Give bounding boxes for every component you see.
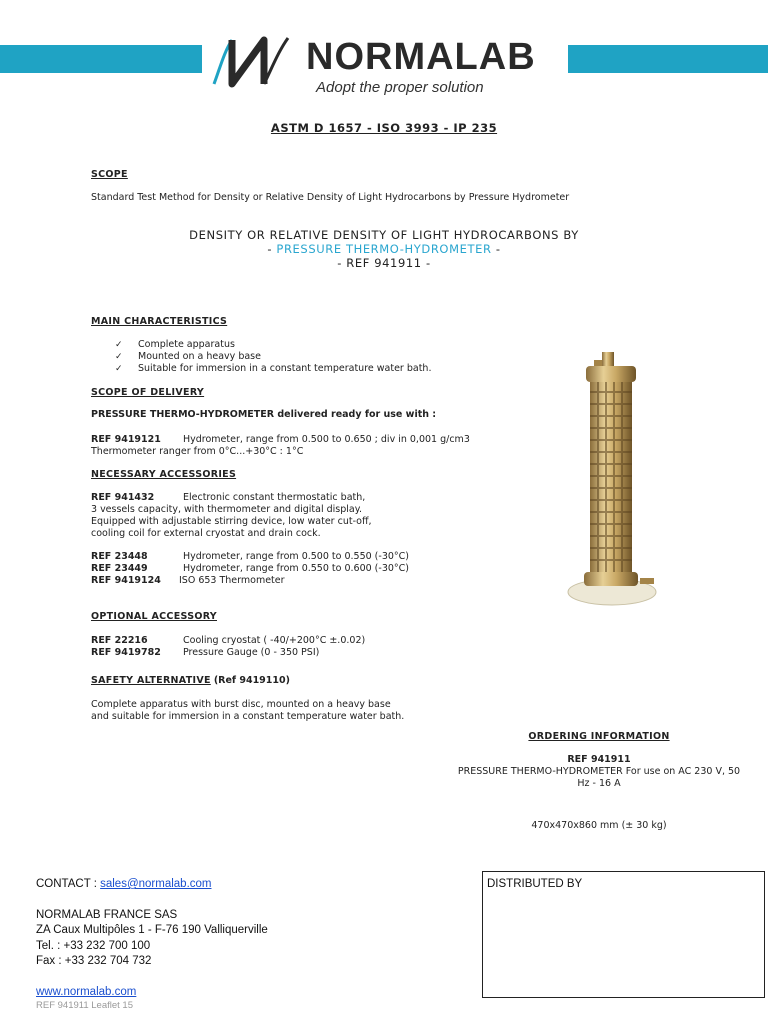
header-accent-band-left <box>0 45 202 73</box>
safety-line: Complete apparatus with burst disc, mounted on a heavy base <box>91 699 391 710</box>
list-item <box>115 363 432 375</box>
delivery-ref: REF 9419121 <box>91 434 161 445</box>
checkmark-icon: ✓ <box>115 340 123 350</box>
pressure-thermo-hydrometer-image <box>556 352 666 610</box>
accessory-desc: Hydrometer, range from 0.500 to 0.550 (-30°C) <box>183 551 409 562</box>
standards-heading: ASTM D 1657 - ISO 3993 - IP 235 <box>270 121 498 135</box>
title-line-1: DENSITY OR RELATIVE DENSITY OF LIGHT HYDROCARBONS BY <box>189 228 579 242</box>
list-item <box>91 563 409 575</box>
main-characteristics-list <box>115 339 432 375</box>
contact-block <box>36 877 268 1011</box>
distributed-by-box <box>482 871 765 998</box>
company-phone: Tel. : +33 232 700 100 <box>36 939 151 952</box>
list-item-text: Mounted on a heavy base <box>138 351 261 362</box>
scope-of-delivery-heading: SCOPE OF DELIVERY <box>91 387 205 398</box>
safety-ref: (Ref 9419110) <box>213 675 290 686</box>
title-line-2 <box>0 242 768 256</box>
bath-line: Electronic constant thermostatic bath, <box>183 492 366 503</box>
accessory-desc: Pressure Gauge (0 - 350 PSI) <box>183 647 320 658</box>
title-dash-right: - <box>491 242 501 256</box>
list-item-text: Complete apparatus <box>138 339 235 350</box>
accessory-ref: REF 9419782 <box>91 647 161 658</box>
company-name: NORMALAB FRANCE SAS <box>36 908 178 921</box>
ordering-dimensions: 470x470x860 mm (± 30 kg) <box>531 820 667 831</box>
distributed-by-label: DISTRIBUTED BY <box>487 878 583 890</box>
bath-line: Equipped with adjustable stirring device, low water cut-off, <box>91 516 372 527</box>
ordering-ref: REF 941911 <box>567 754 631 765</box>
delivery-desc: Hydrometer, range from 0.500 to 0.650 ; div in 0,001 g/cm3 <box>183 434 470 445</box>
list-item <box>115 339 431 351</box>
scope-text: Standard Test Method for Density or Relative Density of Light Hydrocarbons by Pressure Hydrometer <box>91 192 570 203</box>
accessory-ref: REF 23448 <box>91 551 148 562</box>
safety-alternative-heading <box>91 675 290 686</box>
header-accent-band-right <box>568 45 768 73</box>
brand-tagline: Adopt the proper solution <box>316 79 484 96</box>
normalab-logo <box>210 30 560 100</box>
accessory-ref: REF 9419124 <box>91 575 161 586</box>
normalab-logo-mark-icon <box>210 32 300 92</box>
delivery-intro: PRESSURE THERMO-HYDROMETER delivered ready for use with : <box>91 409 437 420</box>
necessary-accessories-list <box>91 551 409 587</box>
company-fax: Fax : +33 232 704 732 <box>36 955 152 967</box>
checkmark-icon: ✓ <box>115 364 123 374</box>
optional-accessory-heading: OPTIONAL ACCESSORY <box>91 611 217 622</box>
company-address: ZA Caux Multipôles 1 - F-76 190 Valliquerville <box>36 924 268 936</box>
safety-heading-text: SAFETY ALTERNATIVE <box>91 675 211 686</box>
bath-accessory <box>91 492 372 540</box>
checkmark-icon: ✓ <box>115 352 123 362</box>
list-item <box>91 551 409 563</box>
bath-line: 3 vessels capacity, with thermometer and digital display. <box>91 504 363 515</box>
website-line <box>36 985 268 1001</box>
accessory-ref: REF 22216 <box>91 635 148 646</box>
list-item <box>115 351 431 363</box>
bath-ref: REF 941432 <box>91 492 155 503</box>
leaflet-reference: REF 941911 Leaflet 15 <box>36 1000 134 1011</box>
list-item <box>91 575 409 587</box>
bath-line: cooling coil for external cryostat and drain cock. <box>91 528 321 539</box>
ordering-heading: ORDERING INFORMATION <box>528 731 670 742</box>
title-product-name: PRESSURE THERMO-HYDROMETER <box>276 242 492 256</box>
delivery-desc-2: Thermometer ranger from 0°C...+30°C : 1°C <box>91 446 304 457</box>
necessary-accessories-heading: NECESSARY ACCESSORIES <box>91 469 237 480</box>
safety-line: and suitable for immersion in a constant temperature water bath. <box>91 711 405 722</box>
main-characteristics-heading: MAIN CHARACTERISTICS <box>91 316 228 327</box>
accessory-desc: Cooling cryostat ( -40/+200°C ±.0.02) <box>183 635 366 646</box>
safety-description <box>91 699 404 723</box>
document-title <box>0 228 768 270</box>
website-link[interactable]: www.normalab.com <box>36 985 137 998</box>
ordering-line-1: PRESSURE THERMO-HYDROMETER For use on AC 230 V, 50 <box>457 766 741 777</box>
optional-accessory-list <box>91 635 365 659</box>
accessory-ref: REF 23449 <box>91 563 148 574</box>
accessory-desc: Hydrometer, range from 0.550 to 0.600 (-30°C) <box>183 563 409 574</box>
delivery-item <box>91 434 470 458</box>
list-item <box>91 647 365 659</box>
contact-label: CONTACT : <box>36 878 101 890</box>
contact-line <box>36 877 268 893</box>
ordering-information <box>440 731 758 832</box>
ordering-line-2: Hz - 16 A <box>577 778 621 789</box>
list-item <box>91 635 365 647</box>
title-line-3: - REF 941911 - <box>337 256 431 270</box>
title-dash-left: - <box>267 242 277 256</box>
brand-name: NORMALAB <box>306 36 536 78</box>
contact-email-link[interactable]: sales@normalab.com <box>100 878 212 890</box>
accessory-desc: ISO 653 Thermometer <box>179 575 285 586</box>
scope-heading: SCOPE <box>91 169 128 180</box>
list-item-text: Suitable for immersion in a constant temperature water bath. <box>138 363 432 374</box>
